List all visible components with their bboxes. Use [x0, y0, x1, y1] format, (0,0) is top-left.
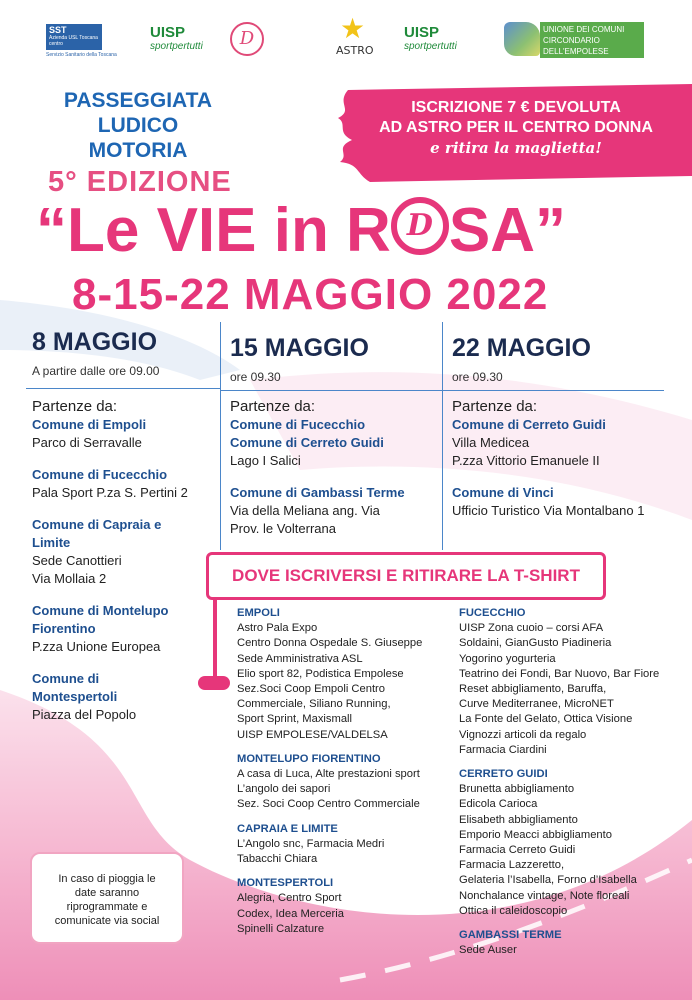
shop-item: Brunetta abbigliamento: [459, 783, 575, 796]
ssl-logo: [46, 24, 102, 50]
partenze-label: Partenze da:: [32, 398, 118, 415]
rain-line-1: In caso di pioggia le: [58, 873, 156, 885]
banner-line-3: e ritira la maglietta!: [430, 139, 602, 157]
column-15-maggio: [230, 398, 440, 538]
comune-name: Comune di Fucecchio: [32, 467, 168, 482]
shop-item: Nonchalance vintage, Note floreali: [459, 889, 630, 902]
shop-item: Soldaini, GianGusto Piadineria: [459, 637, 612, 650]
event-dates: 8-15-22 MAGGIO 2022: [72, 270, 549, 319]
partenze-label: Partenze da:: [230, 398, 316, 415]
ssl-subtitle: Azienda USL Toscana centro: [49, 35, 98, 47]
uisp-sub-1: sportpertutti: [150, 41, 203, 52]
shop-item: Ottica il caleidoscopio: [459, 904, 568, 917]
star-icon: ★: [340, 13, 366, 44]
comune-name: Comune di Cerreto Guidi: [230, 435, 384, 450]
place: Parco di Serravalle: [32, 435, 142, 450]
shop-item: Sede Auser: [459, 944, 517, 957]
date-22-maggio: 22 MAGGIO: [452, 334, 591, 362]
uisp-title-1: UISP: [150, 24, 186, 41]
shop-item: Curve Mediterranee, MicroNET: [459, 698, 614, 711]
comune-name: Comune di Capraia e Limite: [32, 517, 162, 550]
comune-name: Comune di Fucecchio: [230, 417, 366, 432]
place: Via Mollaia 2: [32, 571, 107, 586]
shops-left-list: [237, 606, 447, 937]
shop-item: Elisabeth abbigliamento: [459, 813, 578, 826]
divider-h-3: [442, 390, 664, 391]
divider-h-2: [220, 390, 442, 391]
banner-text: [366, 98, 666, 158]
passeggiata-title: PASSEGGIATA LUDICO MOTORIA: [63, 89, 213, 162]
comune-name: Comune di Vinci: [452, 485, 554, 500]
ssl-caption: Servizio Sanitario della Toscana: [46, 52, 117, 58]
column-8-maggio: [32, 398, 218, 724]
rain-line-4: comunicate via social: [54, 915, 160, 927]
shop-item: Sez.Soci Coop Empoli Centro: [237, 683, 385, 696]
shop-item: La Fonte del Gelato, Ottica Visione: [459, 713, 633, 726]
shop-item: L’Angolo snc, Farmacia Medri: [237, 837, 385, 850]
city-heading: CERRETO GUIDI: [459, 768, 548, 781]
place: P.zza Unione Europea: [32, 639, 161, 654]
place: Pala Sport P.za S. Pertini 2: [32, 485, 188, 500]
time-8-maggio: A partire dalle ore 09.00: [32, 364, 160, 378]
shop-item: Farmacia Lazzeretto,: [459, 859, 565, 872]
shop-item: Commerciale, Siliano Running,: [237, 698, 391, 711]
city-heading: MONTESPERTOLI: [237, 877, 334, 890]
shop-item: Centro Donna Ospedale S. Giuseppe: [237, 637, 423, 650]
comune-name: Comune di Montelupo Fiorentino: [32, 603, 169, 636]
rain-line-2: date saranno: [74, 887, 140, 899]
place: Sede Canottieri: [32, 553, 122, 568]
shop-item: Yogorino yogurteria: [459, 652, 556, 665]
edition-label: 5° EDIZIONE: [48, 166, 232, 198]
comune-name: Comune di Gambassi Terme: [230, 485, 405, 500]
comune-name: Comune di Empoli: [32, 417, 147, 432]
uisp-logo-1: [150, 24, 203, 52]
main-title: [36, 196, 566, 266]
unione-logo-text: UNIONE DEI COMUNI CIRCONDARIO DELL'EMPOLESE VALDELSA: [540, 22, 644, 58]
shop-item: Teatrino dei Fondi, Bar Nuovo, Bar Fiore: [459, 667, 660, 680]
banner-line-1: ISCRIZIONE 7 € DEVOLUTA: [411, 99, 621, 116]
place: Piazza del Popolo: [32, 707, 137, 722]
shop-item: Edicola Carioca: [459, 798, 538, 811]
ssl-title: SST: [49, 25, 67, 35]
banner-line-2: AD ASTRO PER IL CENTRO DONNA: [379, 119, 653, 136]
shop-item: Emporio Meacci abbigliamento: [459, 828, 612, 841]
shop-item: L’angolo dei sapori: [237, 783, 331, 796]
shop-item: Farmacia Cerreto Guidi: [459, 844, 576, 857]
place: Lago I Salici: [230, 453, 301, 468]
comune-name: Comune di Montespertoli: [32, 671, 118, 704]
shop-item: Vignozzi articoli da regalo: [459, 728, 587, 741]
main-title-part-2: SA”: [448, 196, 566, 265]
rain-notice: [30, 852, 184, 944]
uisp-sub-2: sportpertutti: [404, 41, 457, 52]
time-22-maggio: ore 09.30: [452, 370, 503, 384]
rosa-o-icon: [391, 197, 449, 255]
divider-h-1: [26, 388, 220, 389]
dove-iscriversi-banner: DOVE ISCRIVERSI E RITIRARE LA T-SHIRT: [206, 552, 606, 600]
uisp-logo-2: [404, 24, 457, 52]
shop-item: UISP EMPOLESE/VALDELSA: [237, 728, 388, 741]
main-title-part-1: “Le VIE in R: [36, 196, 391, 265]
place: Villa Medicea: [452, 435, 530, 450]
shop-item: A casa di Luca, Alte prestazioni sport: [237, 768, 420, 781]
shop-item: Spinelli Calzature: [237, 922, 325, 935]
city-heading: CAPRAIA E LIMITE: [237, 822, 338, 835]
donna-logo-icon: D: [230, 22, 264, 56]
divider-v-2: [442, 322, 443, 550]
pin-pole: [213, 600, 217, 680]
unione-map-icon: [504, 22, 540, 56]
place: Via della Meliana ang. Via: [230, 503, 380, 518]
shop-item: Sede Amministrativa ASL: [237, 652, 363, 665]
shop-item: Codex, Idea Merceria: [237, 907, 344, 920]
date-15-maggio: 15 MAGGIO: [230, 334, 369, 362]
shop-item: Tabacchi Chiara: [237, 853, 318, 866]
date-8-maggio: 8 MAGGIO: [32, 328, 158, 356]
shops-right-list: [459, 606, 685, 958]
shop-item: Reset abbigliamento, Baruffa,: [459, 683, 607, 696]
pin-foot: [198, 676, 230, 690]
uisp-title-2: UISP: [404, 24, 440, 41]
shop-item: Farmacia Ciardini: [459, 743, 547, 756]
divider-v-1: [220, 322, 221, 550]
place: Prov. le Volterrana: [230, 521, 336, 536]
shop-item: Gelateria l’Isabella, Forno d’Isabella: [459, 874, 637, 887]
city-heading: FUCECCHIO: [459, 607, 526, 619]
city-heading: GAMBASSI TERME: [459, 929, 562, 942]
shop-item: Astro Pala Expo: [237, 622, 318, 635]
comune-name: Comune di Cerreto Guidi: [452, 417, 606, 432]
place: P.zza Vittorio Emanuele II: [452, 453, 600, 468]
shop-item: Elio sport 82, Podistica Empolese: [237, 667, 404, 680]
column-22-maggio: [452, 398, 688, 520]
partenze-label: Partenze da:: [452, 398, 538, 415]
shop-item: Sport Sprint, Maxismall: [237, 713, 353, 726]
astro-logo-text: ASTRO: [336, 44, 374, 57]
place: Ufficio Turistico Via Montalbano 1: [452, 503, 645, 518]
shop-item: Alegria, Centro Sport: [237, 892, 342, 905]
shop-item: Sez. Soci Coop Centro Commerciale: [237, 798, 420, 811]
city-heading: MONTELUPO FIORENTINO: [237, 752, 381, 765]
shop-item: UISP Zona cuoio – corsi AFA: [459, 622, 604, 635]
city-heading: EMPOLI: [237, 607, 280, 619]
rain-line-3: riprogrammate e: [66, 901, 148, 913]
time-15-maggio: ore 09.30: [230, 370, 281, 384]
